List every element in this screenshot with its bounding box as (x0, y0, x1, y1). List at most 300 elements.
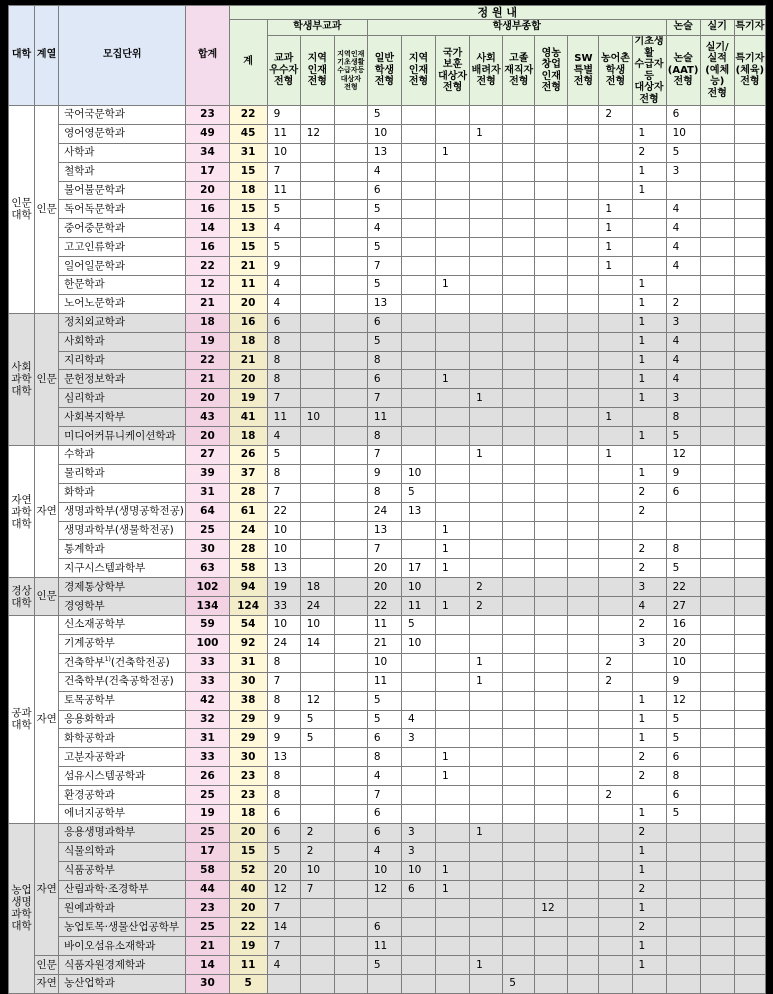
quota-cell (401, 786, 435, 805)
quota-cell (734, 370, 765, 389)
quota-cell (568, 767, 599, 786)
quota-cell (666, 956, 700, 975)
quota-cell: 12 (666, 446, 700, 465)
quota-cell (503, 710, 535, 729)
quota-cell (503, 181, 535, 200)
table-row (9, 351, 766, 370)
total-cell: 39 (186, 464, 229, 483)
quota-cell (470, 483, 503, 502)
quota-cell (401, 408, 435, 427)
subtotal-cell: 11 (229, 276, 267, 295)
quota-cell (700, 238, 734, 257)
quota-cell (734, 106, 765, 125)
quota-cell: 5 (367, 956, 401, 975)
quota-cell (300, 143, 334, 162)
header-route-3: 지역인재 기초생활 수급자등 대상자 전형 (334, 36, 367, 106)
quota-cell (632, 408, 666, 427)
quota-cell (599, 691, 632, 710)
quota-cell: 1 (436, 597, 470, 616)
quota-cell (568, 124, 599, 143)
quota-cell: 1 (632, 804, 666, 823)
header-route-14: 실기/ 실적 (예체능) 전형 (700, 36, 734, 106)
total-cell: 14 (186, 219, 229, 238)
quota-cell: 1 (632, 181, 666, 200)
subtotal-cell: 61 (229, 502, 267, 521)
quota-cell (700, 672, 734, 691)
subtotal-cell: 38 (229, 691, 267, 710)
table-row (9, 200, 766, 219)
quota-cell (436, 842, 470, 861)
quota-cell (503, 937, 535, 956)
quota-cell (470, 219, 503, 238)
college-cell: 농업 생명 과학 대학 (9, 823, 35, 993)
unit-name (59, 483, 186, 502)
quota-cell (666, 974, 700, 993)
unit-name-text: 화학공학과 (64, 731, 115, 744)
quota-cell (700, 313, 734, 332)
table-row (9, 219, 766, 238)
total-cell: 17 (186, 842, 229, 861)
quota-cell (700, 710, 734, 729)
quota-cell (334, 956, 367, 975)
quota-cell (470, 710, 503, 729)
quota-cell (734, 653, 765, 672)
quota-cell: 10 (367, 124, 401, 143)
quota-cell (334, 294, 367, 313)
unit-name-text: 원예과학과 (64, 901, 115, 914)
quota-cell (700, 974, 734, 993)
unit-name (59, 937, 186, 956)
quota-cell (300, 786, 334, 805)
quota-cell (503, 332, 535, 351)
quota-cell (503, 748, 535, 767)
quota-cell: 1 (436, 880, 470, 899)
quota-cell (700, 634, 734, 653)
quota-cell: 6 (401, 880, 435, 899)
quota-cell (700, 653, 734, 672)
table-row (9, 502, 766, 521)
quota-cell: 9 (666, 672, 700, 691)
quota-cell (599, 748, 632, 767)
quota-cell: 8 (367, 351, 401, 370)
quota-cell (334, 729, 367, 748)
quota-cell (734, 464, 765, 483)
quota-cell (334, 710, 367, 729)
quota-cell: 11 (367, 672, 401, 691)
quota-cell (334, 634, 367, 653)
quota-cell: 24 (300, 597, 334, 616)
quota-cell (535, 729, 568, 748)
unit-name (59, 219, 186, 238)
quota-cell (666, 521, 700, 540)
quota-cell (470, 767, 503, 786)
quota-cell: 8 (367, 427, 401, 446)
unit-name (59, 124, 186, 143)
quota-cell (334, 616, 367, 635)
quota-cell (734, 313, 765, 332)
quota-cell: 5 (367, 691, 401, 710)
subtotal-cell: 94 (229, 578, 267, 597)
quota-cell (470, 748, 503, 767)
subtotal-cell: 58 (229, 559, 267, 578)
unit-name (59, 804, 186, 823)
quota-cell (734, 804, 765, 823)
subtotal-cell: 22 (229, 106, 267, 125)
quota-cell (535, 313, 568, 332)
quota-cell (734, 559, 765, 578)
quota-cell (700, 880, 734, 899)
quota-cell (535, 653, 568, 672)
quota-cell (300, 464, 334, 483)
quota-cell (535, 408, 568, 427)
unit-name-text: 응용화학과 (64, 712, 115, 725)
quota-cell (334, 578, 367, 597)
unit-name (59, 464, 186, 483)
quota-cell (334, 276, 367, 295)
college-cell: 공과 대학 (9, 616, 35, 824)
quota-cell: 1 (632, 691, 666, 710)
quota-cell: 13 (367, 294, 401, 313)
unit-name-text: 사회학과 (64, 335, 105, 348)
table-row (9, 408, 766, 427)
field-cell: 인문 (35, 578, 59, 616)
quota-cell: 8 (666, 540, 700, 559)
quota-cell: 1 (632, 332, 666, 351)
quota-cell: 1 (632, 427, 666, 446)
quota-cell: 1 (632, 370, 666, 389)
quota-cell (436, 502, 470, 521)
quota-cell (568, 880, 599, 899)
quota-cell (436, 672, 470, 691)
quota-cell (470, 559, 503, 578)
quota-cell: 24 (367, 502, 401, 521)
unit-name-text: 농산업학과 (64, 977, 115, 990)
quota-cell (535, 540, 568, 559)
quota-cell (436, 937, 470, 956)
quota-cell: 5 (666, 427, 700, 446)
quota-cell (470, 351, 503, 370)
table-row (9, 559, 766, 578)
quota-cell: 6 (666, 748, 700, 767)
quota-cell (734, 483, 765, 502)
table-row (9, 616, 766, 635)
quota-cell: 10 (401, 861, 435, 880)
unit-name-text: 건축학부 (64, 656, 105, 669)
quota-cell: 4 (367, 767, 401, 786)
quota-cell (503, 124, 535, 143)
quota-cell: 1 (436, 143, 470, 162)
quota-cell (334, 464, 367, 483)
quota-cell: 4 (367, 162, 401, 181)
quota-cell (599, 427, 632, 446)
quota-cell (568, 162, 599, 181)
quota-cell: 12 (300, 124, 334, 143)
total-cell: 16 (186, 200, 229, 219)
quota-cell: 6 (666, 483, 700, 502)
quota-cell: 6 (367, 181, 401, 200)
table-row (9, 937, 766, 956)
quota-cell (436, 200, 470, 219)
unit-name (59, 427, 186, 446)
quota-cell (734, 162, 765, 181)
subtotal-cell: 31 (229, 143, 267, 162)
total-cell: 20 (186, 427, 229, 446)
admission-quota-table (8, 5, 766, 994)
unit-name-text: 건축학부(건축공학전공) (64, 675, 174, 688)
quota-cell (401, 899, 435, 918)
quota-cell (535, 937, 568, 956)
unit-name (59, 370, 186, 389)
unit-name-text: 수학과 (64, 448, 95, 461)
unit-name (59, 332, 186, 351)
quota-cell (470, 521, 503, 540)
quota-cell: 2 (632, 823, 666, 842)
quota-cell (334, 389, 367, 408)
total-cell: 25 (186, 918, 229, 937)
quota-cell (470, 238, 503, 257)
subtotal-cell: 92 (229, 634, 267, 653)
quota-cell: 1 (436, 276, 470, 295)
quota-cell (334, 899, 367, 918)
quota-cell (503, 351, 535, 370)
quota-cell (568, 464, 599, 483)
quota-cell (666, 918, 700, 937)
quota-cell (470, 691, 503, 710)
quota-cell (535, 691, 568, 710)
quota-cell (470, 332, 503, 351)
subtotal-cell: 37 (229, 464, 267, 483)
quota-cell: 5 (267, 238, 300, 257)
quota-cell (700, 918, 734, 937)
quota-cell (568, 238, 599, 257)
subtotal-cell: 45 (229, 124, 267, 143)
quota-cell (470, 804, 503, 823)
quota-cell: 5 (666, 143, 700, 162)
quota-cell: 14 (267, 918, 300, 937)
quota-cell (700, 257, 734, 276)
quota-cell: 16 (666, 616, 700, 635)
subtotal-cell: 24 (229, 521, 267, 540)
quota-cell: 6 (367, 918, 401, 937)
quota-cell (632, 200, 666, 219)
quota-cell: 1 (632, 464, 666, 483)
quota-cell (334, 332, 367, 351)
subtotal-cell: 28 (229, 540, 267, 559)
quota-cell (535, 974, 568, 993)
table-row (9, 672, 766, 691)
quota-cell (535, 446, 568, 465)
quota-cell (700, 861, 734, 880)
header-gye: 계 (229, 20, 267, 106)
quota-cell (334, 143, 367, 162)
quota-cell (470, 200, 503, 219)
quota-cell (334, 124, 367, 143)
quota-cell (334, 559, 367, 578)
quota-cell (632, 672, 666, 691)
table-row (9, 748, 766, 767)
quota-cell (470, 276, 503, 295)
quota-cell: 10 (300, 408, 334, 427)
quota-cell: 9 (267, 257, 300, 276)
quota-cell (503, 294, 535, 313)
unit-name-text: 정치외교학과 (64, 316, 125, 329)
quota-cell (334, 313, 367, 332)
quota-cell (300, 672, 334, 691)
total-cell: 19 (186, 804, 229, 823)
total-cell: 49 (186, 124, 229, 143)
quota-cell (700, 181, 734, 200)
quota-cell: 8 (367, 483, 401, 502)
quota-cell (599, 181, 632, 200)
subtotal-cell: 16 (229, 313, 267, 332)
quota-cell (334, 540, 367, 559)
quota-cell (503, 842, 535, 861)
table-header (9, 6, 766, 106)
quota-cell: 10 (367, 653, 401, 672)
table-row (9, 974, 766, 993)
quota-cell (568, 540, 599, 559)
quota-cell (470, 937, 503, 956)
quota-cell (734, 672, 765, 691)
header-route-1: 교과 우수자 전형 (267, 36, 300, 106)
subtotal-cell: 21 (229, 257, 267, 276)
quota-cell: 8 (267, 370, 300, 389)
quota-cell (700, 370, 734, 389)
college-cell: 경상 대학 (9, 578, 35, 616)
quota-cell (535, 276, 568, 295)
quota-cell: 4 (632, 597, 666, 616)
quota-cell (700, 540, 734, 559)
total-cell: 23 (186, 106, 229, 125)
quota-cell: 10 (666, 653, 700, 672)
quota-cell (734, 294, 765, 313)
quota-cell (599, 162, 632, 181)
quota-cell (503, 899, 535, 918)
table-row (9, 691, 766, 710)
quota-cell: 2 (632, 483, 666, 502)
quota-cell: 8 (267, 767, 300, 786)
quota-cell: 2 (632, 918, 666, 937)
quota-cell (470, 502, 503, 521)
subtotal-cell: 28 (229, 483, 267, 502)
unit-name (59, 880, 186, 899)
quota-cell (568, 937, 599, 956)
table-row (9, 276, 766, 295)
unit-name (59, 672, 186, 691)
quota-cell (734, 446, 765, 465)
quota-cell (734, 748, 765, 767)
table-row (9, 823, 766, 842)
quota-cell: 1 (632, 313, 666, 332)
unit-name (59, 786, 186, 805)
quota-cell: 4 (367, 842, 401, 861)
quota-cell (503, 823, 535, 842)
quota-cell (632, 786, 666, 805)
quota-cell: 1 (632, 729, 666, 748)
quota-cell: 10 (401, 464, 435, 483)
quota-cell: 5 (666, 804, 700, 823)
quota-cell (700, 767, 734, 786)
quota-cell (334, 106, 367, 125)
quota-cell (436, 464, 470, 483)
quota-cell: 1 (632, 899, 666, 918)
quota-cell: 1 (632, 710, 666, 729)
quota-cell: 8 (267, 691, 300, 710)
quota-cell (535, 521, 568, 540)
total-cell: 63 (186, 559, 229, 578)
quota-cell (568, 597, 599, 616)
total-cell: 14 (186, 956, 229, 975)
quota-cell (401, 351, 435, 370)
quota-cell (503, 143, 535, 162)
quota-cell (734, 332, 765, 351)
quota-cell (503, 483, 535, 502)
header-route-11: 농어촌 학생 전형 (599, 36, 632, 106)
quota-cell (401, 238, 435, 257)
quota-cell (700, 729, 734, 748)
unit-name-text: 기계공학부 (64, 637, 115, 650)
quota-cell: 1 (470, 446, 503, 465)
quota-cell: 10 (267, 521, 300, 540)
quota-cell: 4 (267, 276, 300, 295)
quota-cell (436, 634, 470, 653)
quota-cell (503, 427, 535, 446)
quota-cell (666, 937, 700, 956)
table-row (9, 370, 766, 389)
quota-cell (503, 616, 535, 635)
quota-cell (734, 597, 765, 616)
quota-cell: 5 (401, 483, 435, 502)
header-group-subject: 학생부교과 (267, 20, 367, 36)
quota-cell: 2 (632, 616, 666, 635)
header-quota-in: 정 원 내 (229, 6, 765, 20)
quota-cell (734, 578, 765, 597)
quota-cell (568, 257, 599, 276)
quota-cell: 20 (367, 578, 401, 597)
subtotal-cell: 20 (229, 899, 267, 918)
quota-cell (734, 389, 765, 408)
quota-cell (568, 918, 599, 937)
quota-cell: 2 (632, 748, 666, 767)
unit-name (59, 616, 186, 635)
subtotal-cell: 19 (229, 389, 267, 408)
unit-name-text: 에너지공학부 (64, 807, 125, 820)
quota-cell (401, 200, 435, 219)
quota-cell: 21 (367, 634, 401, 653)
unit-name (59, 767, 186, 786)
quota-cell: 4 (267, 427, 300, 446)
quota-cell (503, 880, 535, 899)
quota-cell: 1 (632, 937, 666, 956)
quota-cell (568, 389, 599, 408)
quota-cell: 2 (599, 672, 632, 691)
quota-cell (334, 408, 367, 427)
quota-cell: 10 (300, 616, 334, 635)
quota-cell: 13 (367, 143, 401, 162)
unit-name-text: 일어일문학과 (64, 259, 125, 272)
quota-cell (436, 729, 470, 748)
quota-cell (734, 502, 765, 521)
quota-cell (535, 427, 568, 446)
college-cell: 자연 과학 대학 (9, 446, 35, 578)
quota-cell (503, 446, 535, 465)
quota-cell (700, 899, 734, 918)
quota-cell: 8 (267, 464, 300, 483)
quota-cell (535, 823, 568, 842)
total-cell: 59 (186, 616, 229, 635)
subtotal-cell: 13 (229, 219, 267, 238)
quota-cell (599, 918, 632, 937)
